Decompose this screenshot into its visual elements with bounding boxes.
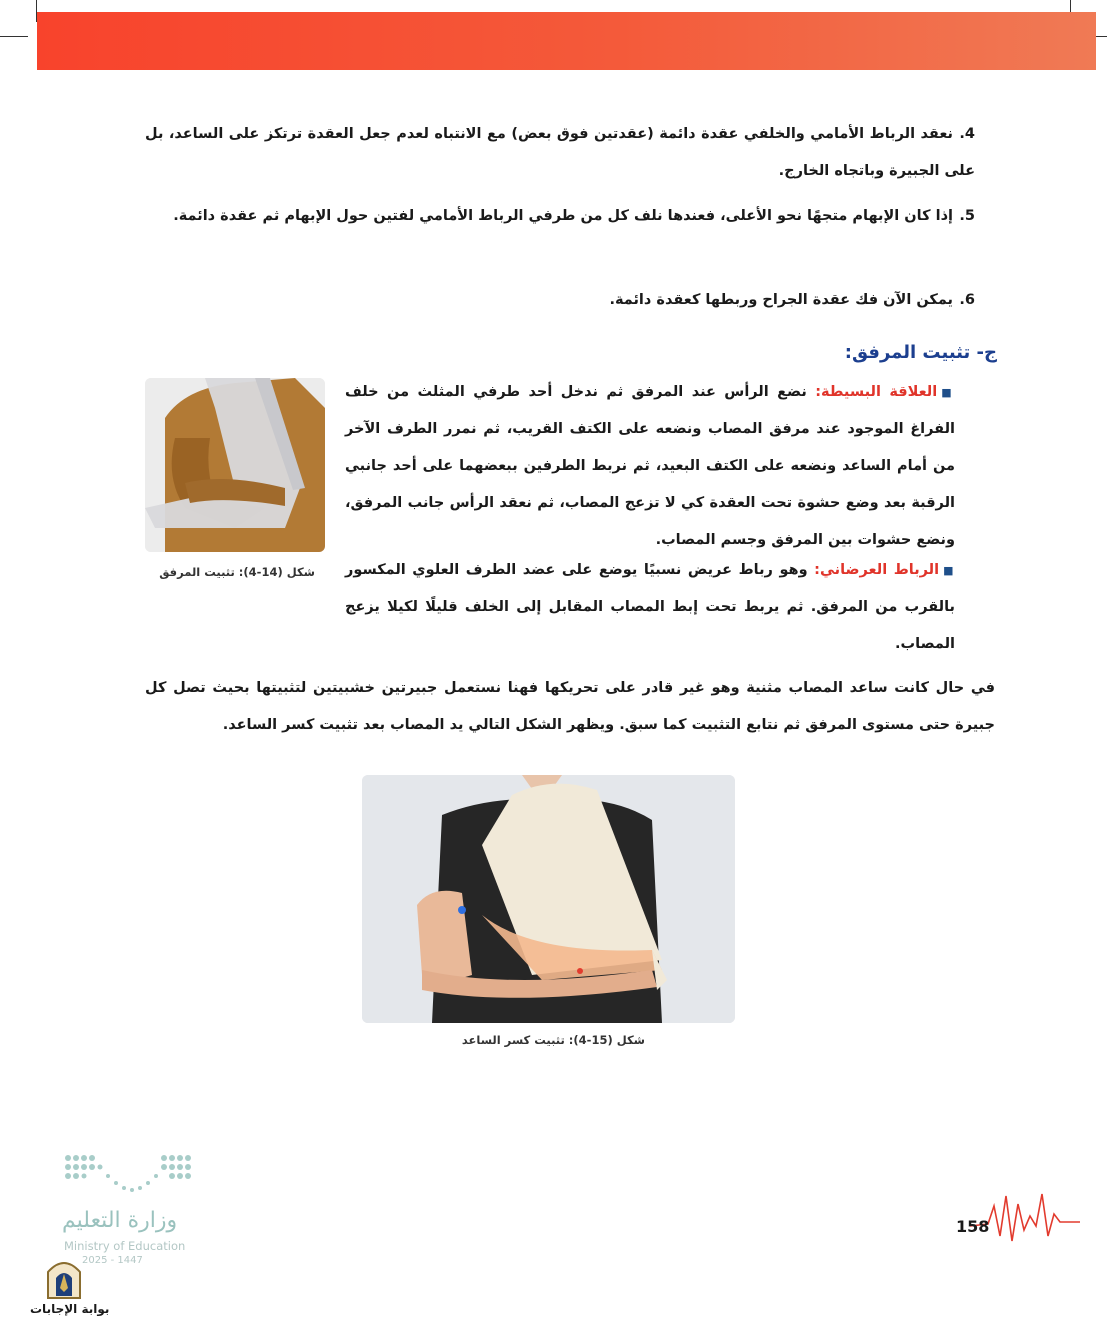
step-6 bbox=[145, 282, 975, 319]
forearm-paragraph bbox=[145, 670, 995, 744]
step-5 bbox=[145, 198, 975, 235]
ministry-name-ar: وزارة التعليم bbox=[62, 1208, 178, 1233]
ecg-line-icon bbox=[970, 1186, 1080, 1246]
forearm-sling-photo bbox=[362, 775, 735, 1023]
step-text: نعقد الرباط الأمامي والخلفي عقدة دائمة (عقدتين فوق بعض) مع الانتباه لعدم جعل العقدة ترتكز على الساعد، بل على الجبيرة وباتجاه الخارج. bbox=[145, 126, 975, 179]
ministry-name-en: Ministry of Education bbox=[64, 1239, 186, 1253]
step-number: 6. bbox=[959, 292, 975, 308]
bullet-text: وهو رباط عريض نسبيًا يوضع على عضد الطرف العلوي المكسور بالقرب من المرفق. ثم يربط تحت إبط المصاب المقابل إلى الخلف قليلًا لكيلا يزعج المصاب. bbox=[345, 562, 955, 652]
elbow-sling-illustration bbox=[145, 378, 325, 552]
bullet-term: العلاقة البسيطة: bbox=[815, 384, 938, 400]
bullet-simple-sling bbox=[345, 374, 955, 559]
step-number: 5. bbox=[959, 208, 975, 224]
step-text: إذا كان الإبهام متجهًا نحو الأعلى، فعندها نلف كل من طرفي الرباط الأمامي لفتين حول الإبهام ثم عقدة دائمة. bbox=[173, 208, 953, 224]
crop-mark bbox=[0, 36, 28, 37]
bullet-text: نضع الرأس عند المرفق ثم ندخل أحد طرفي المثلث من خلف الفراغ الموجود عند مرفق المصاب ونضعه على الكتف القريب، ثم نمرر الطرف الآخر من أمام الساعد ونضعه على الكتف البعيد، ثم نربط الطرفين ببعضهما على أحد جانبي الرقبة بعد وضع حشوة تحت العقدة كي لا تزعج المصاب، ثم نعقد الرأس جانب المرفق، ونضع حشوات بين المرفق وجسم المصاب. bbox=[345, 384, 955, 548]
figure1-caption: شكل (14-4): تثبيت المرفق bbox=[159, 565, 315, 579]
figure-forearm-sling bbox=[362, 775, 735, 1023]
step-text: يمكن الآن فك عقدة الجراح وربطها كعقدة دائمة. bbox=[609, 292, 953, 308]
square-bullet-icon: ■ bbox=[941, 386, 955, 399]
figure2-caption: شكل (15-4): تثبيت كسر الساعد bbox=[461, 1033, 645, 1047]
section-title: ج- تثبيت المرفق: bbox=[844, 342, 997, 363]
site-name: بوابة الإجابات bbox=[30, 1302, 110, 1316]
square-bullet-icon: ■ bbox=[943, 564, 955, 577]
moe-dots-icon bbox=[60, 1150, 200, 1200]
header-band bbox=[37, 12, 1096, 70]
bullet-term: الرباط العرضاني: bbox=[814, 562, 940, 578]
figure-elbow-sling bbox=[145, 378, 325, 552]
paragraph-text: في حال كانت ساعد المصاب مثنية وهو غير قادر على تحريكها فهنا نستعمل جبيرتين خشبيتين لتثبيتها بحيث تصل كل جبيرة حتى مستوى المرفق ثم نتابع التثبيت كما سبق. ويظهر الشكل التالي يد المصاب بعد تثبيت كسر الساعد. bbox=[145, 680, 995, 733]
page-number: 158 bbox=[956, 1217, 990, 1236]
bullet-cross-bandage bbox=[345, 552, 955, 663]
step-number: 4. bbox=[959, 126, 975, 142]
moe-logo bbox=[60, 1150, 200, 1200]
site-logo-icon bbox=[44, 1256, 84, 1300]
step-4 bbox=[145, 116, 975, 190]
ministry-years: 2025 - 1447 bbox=[82, 1255, 143, 1266]
